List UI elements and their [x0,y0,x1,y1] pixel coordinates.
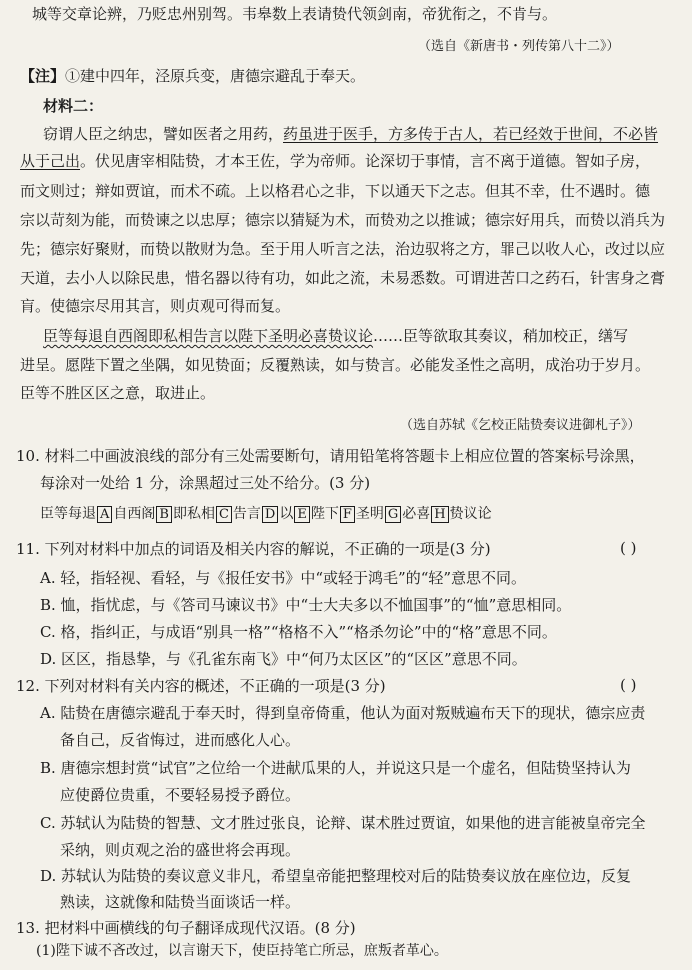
option-B: B. 恤，指忧虑，与《答司马谏议书》中“士大夫多以不恤国事”的“恤”意思相同。 [40,596,572,614]
material-two-heading: 材料二： [43,97,104,115]
question-11-stem: 11. 下列对材料中加点的词语及相关内容的解说，不正确的一项是(3 分) [16,540,491,558]
answer-option-A[interactable]: A [97,506,112,523]
answer-option-B[interactable]: B [156,506,172,523]
text-line: 先；德宗好聚财，而贽以散财为急。至于用人听言之法，治边驭将之方，罪己以收人心，改过以应 [20,240,666,258]
option-A-cont: 备自己，反省悔过，进而感化人心。 [60,731,301,749]
question-10-segmented-sentence: 臣等每退 A 自西阁 B 即私相 C 告言 D 以 E 陛下 F 圣明 G 必喜 H 贽议论 [40,506,492,522]
answer-bracket[interactable]: ( ) [620,539,637,557]
question-12-stem: 12. 下列对材料有关内容的概述，不正确的一项是(3 分) [16,677,386,695]
question-10-stem: 10. 材料二中画波浪线的部分有三处需要断句，请用铅笔将答题卡上相应位置的答案标号涂黑， [16,447,645,465]
option-A: A. 轻，指轻视、看轻，与《报任安书》中“或轻于鸿毛”的“轻”意思不同。 [40,569,527,587]
text-line: 窃谓人臣之纳忠，譬如医者之用药，药虽进于医手，方多传于古人，若已经效于世间，不必皆 [43,125,659,143]
text-line: 天道，去小人以除民患，惜名器以待有功，如此之流，未易悉数。可谓进苦口之药石，针害身之膏 [20,269,666,287]
answer-bracket[interactable]: ( ) [620,676,637,694]
source-citation: （选自苏轼《乞校正陆贽奏议进御札子》） [400,418,641,433]
option-B-cont: 应使爵位贵重，不要轻易授予爵位。 [60,786,301,804]
option-D-cont: 熟读，这就像和陆贽当面谈话一样。 [60,893,301,911]
answer-option-H[interactable]: H [431,506,448,523]
note-line [20,66,365,86]
option-C: C. 格，指纠正，与成语“别具一格”“格格不入”“格杀勿论”中的“格”意思不同。 [40,623,557,641]
note-label: 【注】 [20,67,66,85]
underlined-sentence: 从于己出 [20,152,81,170]
text-line: 臣等不胜区区之意，取进止。 [20,384,216,402]
text-line: 从于己出。伏见唐宰相陆贽，才本王佐，学为帝师。论深切于事情，言不离于道德。智如子房， [20,152,651,170]
wavy-underlined-passage: 臣等每退自西阁即私相告言以陛下圣明必喜贽议论 [43,327,374,345]
source-citation: （选自《新唐书・列传第八十二》） [418,39,620,54]
text-line: 肓。使德宗尽用其言，则贞观可得而复。 [20,297,291,315]
answer-option-G[interactable]: G [385,506,401,523]
option-B: B. 唐德宗想封赏“试官”之位给一个进献瓜果的人，并说这只是一个虚名，但陆贽坚持认为 [40,759,631,777]
option-D: D. 苏轼认为陆贽的奏议意义非凡，希望皇帝能把整理校对后的陆贽奏议放在座位边，反复 [40,867,632,885]
answer-option-E[interactable]: E [294,506,310,523]
answer-option-F[interactable]: F [340,506,355,523]
text-line: 城等交章论辨，乃贬忠州别驾。韦皋数上表请贽代领剑南，帝犹衔之，不肯与。 [32,5,558,23]
question-10-stem-cont: 每涂对一处给 1 分，涂黑超过三处不给分。(3 分) [40,474,371,492]
text-line: 而文则过；辩如贾谊，而术不疏。上以格君心之非，下以通天下之志。但其不幸，仕不遇时。德 [20,182,651,200]
option-C-cont: 采纳，则贞观之治的盛世将会再现。 [60,841,301,859]
note-text: ①建中四年，泾原兵变，唐德宗避乱于奉天。 [65,67,366,85]
text-line: 宗以苛刻为能，而贽谏之以忠厚；德宗以猜疑为术，而贽劝之以推诚；德宗好用兵，而贽以消兵为 [20,211,666,229]
text-line: 进呈。愿陛下置之坐隅，如见贽面；反覆熟读，如与贽言。必能发圣性之高明，成治功于岁月。 [20,356,651,374]
sentence-1: (1)陛下诚不吝改过，以言谢天下，使臣持笔亡所忌，庶叛者革心。 [36,943,448,959]
option-D: D. 区区，指恳挚，与《孔雀东南飞》中“何乃太区区”的“区区”意思不同。 [40,650,527,668]
underlined-sentence: 药虽进于医手，方多传于古人，若已经效于世间，不必皆 [283,125,659,143]
text-line: 臣等每退自西阁即私相告言以陛下圣明必喜贽议论……臣等欲取其奏议，稍加校正，缮写 [43,327,629,345]
answer-option-C[interactable]: C [216,506,232,523]
option-A: A. 陆贽在唐德宗避乱于奉天时，得到皇帝倚重，他认为面对叛贼遍布天下的现状，德宗应责 [40,704,646,722]
question-13-stem: 13. 把材料中画横线的句子翻译成现代汉语。(8 分) [16,919,356,937]
option-C: C. 苏轼认为陆贽的智慧、文才胜过张良，论辩、谋术胜过贾谊，如果他的进言能被皇帝完全 [40,814,646,832]
answer-option-D[interactable]: D [262,506,278,523]
